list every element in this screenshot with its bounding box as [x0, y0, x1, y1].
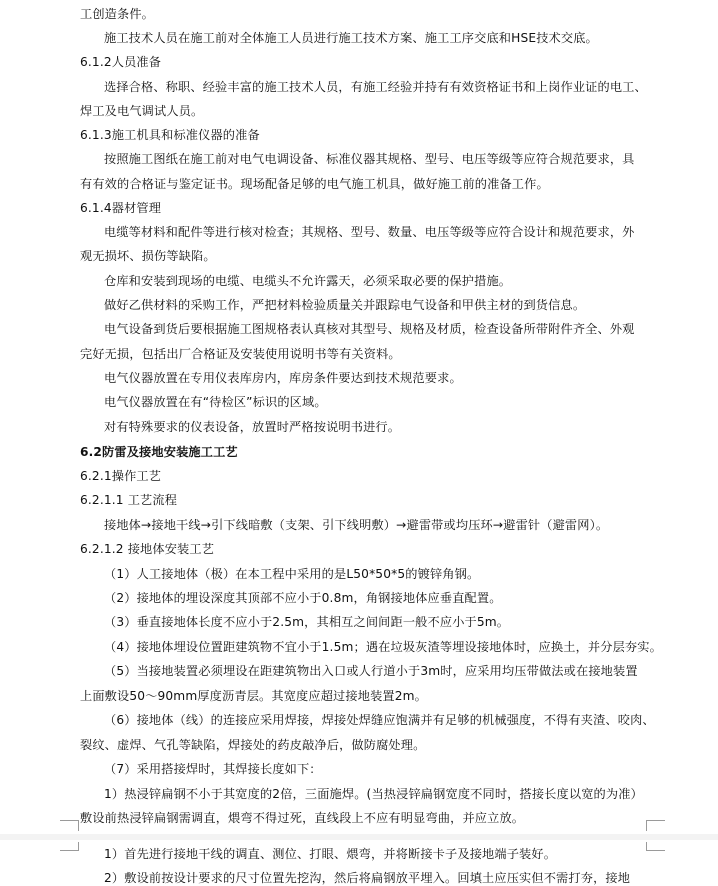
- text-line: 电气设备到货后要根据施工图规格表认真核对其型号、规格及材质，检查设备所带附件齐全、外观: [104, 322, 635, 336]
- section-heading: 6.1.4器材管理: [80, 201, 162, 215]
- text-line: 2）敷设前按设计要求的尺寸位置先挖沟，然后将扁钢放平埋入。回填土应压实但不需打夯，接地: [104, 871, 631, 885]
- text-line: 电气仪器放置在有“待检区”标识的区域。: [104, 395, 327, 409]
- text-line: 仓库和安装到现场的电缆、电缆头不允许露天，必须采取必要的保护措施。: [104, 274, 512, 288]
- text-line: 接地体→接地干线→引下线暗敷（支架、引下线明敷）→避雷带或均压环→避雷针（避雷网）。: [104, 518, 609, 532]
- text-line: 焊工及电气调试人员。: [80, 104, 204, 118]
- text-line: 上面敷设50～90mm厚度沥青层。其宽度应超过接地装置2m。: [80, 689, 428, 703]
- text-line: （5）当接地装置必须埋设在距建筑物出入口或人行道小于3m时，应采用均压带做法或在接地装置: [104, 664, 638, 678]
- page-corner-mark: [646, 842, 665, 851]
- text-line: （1）人工接地体（极）在本工程中采用的是L50*50*5的镀锌角钢。: [104, 567, 480, 581]
- text-line: （7）采用搭接焊时，其焊接长度如下：: [104, 762, 322, 776]
- text-line: 选择合格、称职、经验丰富的施工技术人员，有施工经验并持有有效资格证书和上岗作业证的电工、: [104, 80, 647, 94]
- text-line: 1）热浸锌扁钢不小于其宽度的2倍，三面施焊。(当热浸锌扁钢宽度不同时，搭接长度以宽的为准）: [104, 787, 643, 801]
- section-heading: 6.2防雷及接地安装施工工艺: [80, 445, 238, 459]
- text-line: 有有效的合格证与鉴定证书。现场配备足够的电气施工机具，做好施工前的准备工作。: [80, 177, 549, 191]
- text-line: 观无损坏、损伤等缺陷。: [80, 249, 216, 263]
- text-line: 电缆等材料和配件等进行核对检查；其规格、型号、数量、电压等级等应符合设计和规范要求，外: [104, 225, 635, 239]
- page-corner-mark: [60, 842, 79, 851]
- text-line: 按照施工图纸在施工前对电气电调设备、标准仪器其规格、型号、电压等级等应符合规范要求，具: [104, 152, 635, 166]
- text-line: （6）接地体（线）的连接应采用焊接，焊接处焊缝应饱满并有足够的机械强度，不得有夹渣、咬肉、: [104, 713, 655, 727]
- page-corner-mark: [646, 820, 665, 831]
- section-heading: 6.2.1操作工艺: [80, 469, 162, 483]
- text-line: 完好无损，包括出厂合格证及安装使用说明书等有关资料。: [80, 347, 401, 361]
- text-line: 对有特殊要求的仪表设备，放置时严格按说明书进行。: [104, 420, 401, 434]
- text-line: （4）接地体埋设位置距建筑物不宜小于1.5m；遇在垃圾灰渣等埋设接地体时，应换土，并分层夯实。: [104, 640, 662, 654]
- text-line: 做好乙供材料的采购工作，严把材料检验质量关并跟踪电气设备和甲供主材的到货信息。: [104, 298, 586, 312]
- section-heading: 6.2.1.2 接地体安装工艺: [80, 542, 215, 556]
- section-heading: 6.2.1.1 工艺流程: [80, 493, 178, 507]
- text-line: （2）接地体的埋设深度其顶部不应小于0.8m，角钢接地体应垂直配置。: [104, 591, 502, 605]
- page-corner-mark: [60, 820, 79, 831]
- text-line: 裂纹、虚焊、气孔等缺陷，焊接处的药皮敲净后，做防腐处理。: [80, 738, 426, 752]
- text-line: 工创造条件。: [80, 7, 155, 21]
- document-page-2: [0, 840, 718, 886]
- section-heading: 6.1.3施工机具和标准仪器的准备: [80, 128, 260, 142]
- text-line: （3）垂直接地体长度不应小于2.5m，其相互之间间距一般不应小于5m。: [104, 615, 510, 629]
- text-line: 1）首先进行接地干线的调直、测位、打眼、煨弯，并将断接卡子及接地端子装好。: [104, 847, 557, 861]
- text-line: 施工技术人员在施工前对全体施工人员进行施工技术方案、施工工序交底和HSE技术交底。: [104, 31, 598, 45]
- text-line: 电气仪器放置在专用仪表库房内，库房条件要达到技术规范要求。: [104, 371, 462, 385]
- section-heading: 6.1.2人员准备: [80, 55, 162, 69]
- text-line: 敷设前热浸锌扁钢需调直，煨弯不得过死，直线段上不应有明显弯曲，并应立放。: [80, 811, 525, 825]
